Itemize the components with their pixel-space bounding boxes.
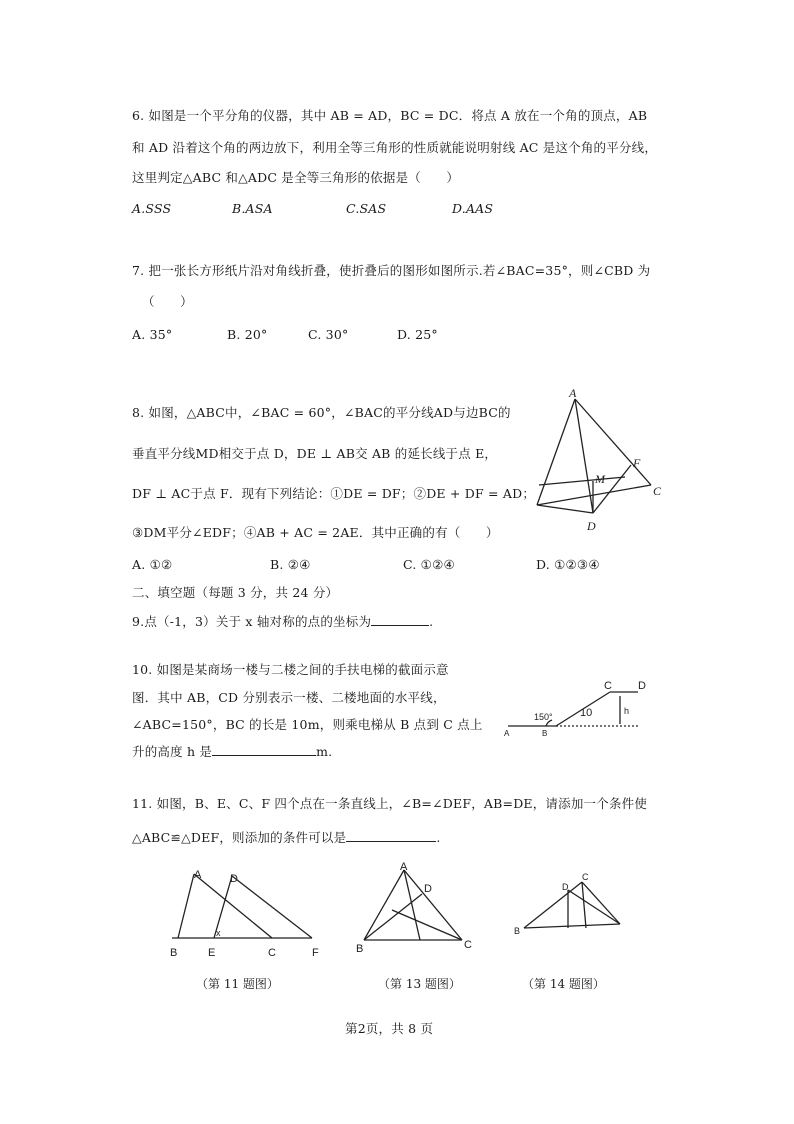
q10-label-len: 10 [580,707,593,719]
q10-label-d: D [638,680,646,692]
caption-fig14: （第 14 题图） [522,977,605,991]
q8-option-a: A. ①② [132,557,173,572]
q10-figure [500,678,680,740]
q10-answer-blank[interactable] [212,743,316,756]
fig13-label-a: A [400,861,408,873]
q7-option-c: C. 30° [308,327,349,342]
q8-fig-extra [539,477,625,485]
fig14-c-down [582,882,586,928]
fig11-label-a: A [194,869,202,881]
fig11-label-x: x [216,928,221,938]
fig14-label-d: D [562,882,569,892]
fig13-ac [404,870,462,940]
q10-label-b: B [542,729,548,738]
q8-label-d: D [587,519,596,533]
q6-option-b: B.ASA [232,201,273,216]
fig13 [352,860,477,955]
q11-line2-post: . [436,830,441,845]
q8-fig-ed [537,505,593,513]
fig14 [510,868,630,938]
q10-line4-post: m. [316,744,333,759]
fig13-label-c: C [464,939,472,951]
q6-line1: 6. 如图是一个平分角的仪器，其中 AB = AD，BC = DC．将点 A 放在一个角的顶点，AB [132,108,648,123]
page-footer: 第2页，共 8 页 [345,1021,434,1036]
q8-option-c: C. ①②④ [403,557,455,572]
q6-line2: 和 AD 沿着这个角的两边放下，利用全等三角形的性质就能说明射线 AC 是这个角的平分线， [132,140,658,155]
q10-line2: 图．其中 AB，CD 分别表示一楼、二楼地面的水平线， [132,690,446,705]
caption-fig11: （第 11 题图） [196,977,279,991]
fig13-label-b: B [356,943,364,955]
q6-option-c: C.SAS [346,201,387,216]
fig11-df [232,876,312,938]
q9-text [132,613,433,630]
q10-label-angle: 150° [534,712,553,722]
q11-line2 [132,829,441,846]
q6-option-d: D.AAS [452,201,494,216]
q10-label-h: h [624,706,630,716]
q8-line4: ③DM平分∠EDF；④AB + AC = 2AE．其中正确的有（ ） [132,525,499,540]
fig14-bc [524,882,582,928]
q11-line2-pre: △ABC≌△DEF，则添加的条件可以是 [132,830,347,845]
q6-option-a: A.SSS [132,201,172,216]
section2-heading: 二、填空题（每题 3 分，共 24 分） [132,585,339,600]
q8-figure [525,385,675,535]
fig13-label-d: D [424,883,432,895]
q9-stem: 9.点（-1，3）关于 x 轴对称的点的坐标为 [132,614,372,629]
q10-line3: ∠ABC=150°，BC 的长是 10m，则乘电梯从 B 点到 C 点上 [132,717,483,732]
q8-line2: 垂直平分线MD相交于点 D，DE ⊥ AB交 AB 的延长线于点 E， [132,446,498,461]
q7-line1: 7. 把一张长方形纸片沿对角线折叠，使折叠后的图形如图所示.若∠BAC=35°，则∠CBD 为 [132,263,651,278]
q8-label-f: F [633,456,641,470]
q11-line1: 11. 如图，B、E、C、F 四个点在一条直线上，∠B=∠DEF，AB=DE，请添加一个条件使 [132,796,648,811]
fig11-label-b: B [170,947,178,959]
fig14-base [524,924,620,928]
fig11-ab [178,874,194,938]
fig11-label-d: D [230,873,238,885]
q8-label-m: M [595,472,605,486]
q7-option-b: B. 20° [227,327,268,342]
q8-fig-ab [537,399,575,505]
fig11-label-f: F [312,947,319,959]
q9-end: . [429,614,434,629]
q10-label-c: C [604,680,612,692]
fig13-ab [364,870,404,940]
fig13-bd [364,894,422,940]
q6-line3: 这里判定△ABC 和△ADC 是全等三角形的依据是（ ） [132,170,460,185]
q8-label-c: C [653,484,662,498]
q8-label-a: A [569,386,577,400]
q9-answer-blank[interactable] [371,613,429,626]
q11-answer-blank[interactable] [346,829,436,842]
q10-label-a: A [504,729,510,738]
q7-line2: （ ） [142,294,193,309]
q8-option-b: B. ②④ [270,557,311,572]
q10-line1: 10. 如图是某商场一楼与二楼之间的手扶电梯的截面示意 [132,662,449,677]
q8-line3: DF ⊥ AC于点 F．现有下列结论：①DE = DF；②DE + DF = AD； [132,486,536,501]
fig11-label-c: C [268,947,276,959]
q7-option-d: D. 25° [397,327,438,342]
fig11-label-e: E [208,947,216,959]
q10-line4-pre: 升的高度 h 是 [132,744,213,759]
q8-line1: 8. 如图，△ABC中，∠BAC = 60°，∠BAC的平分线AD与边BC的 [132,405,511,420]
q8-option-d: D. ①②③④ [536,557,600,572]
fig11 [160,862,335,962]
q8-fig-bc [537,485,651,505]
caption-fig13: （第 13 题图） [378,977,461,991]
q10-line4 [132,743,332,760]
fig14-label-c: C [582,872,589,882]
q7-option-a: A. 35° [132,327,173,342]
fig13-ce [392,910,462,940]
fig14-label-b: B [514,926,521,936]
